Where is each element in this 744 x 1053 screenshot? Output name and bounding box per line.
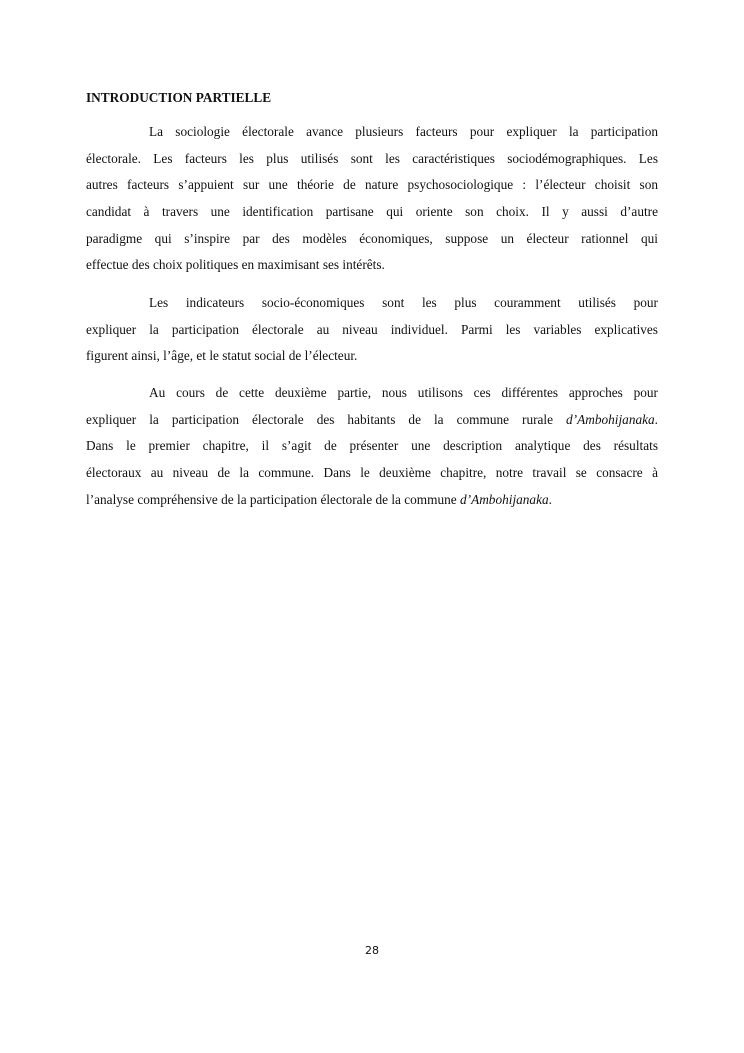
- paragraph-1: [86, 119, 658, 279]
- text-line: expliquer la participation électorale au niveau individuel. Parmi les variables explicatives: [86, 321, 658, 337]
- text-line: électoraux au niveau de la commune. Dans le deuxième chapitre, notre travail se consacre à: [86, 465, 658, 481]
- text-line: La sociologie électorale avance plusieurs facteurs pour expliquer la participation: [149, 124, 658, 139]
- text-line: Les indicateurs socio-économiques sont les plus couramment utilisés pour: [149, 295, 658, 310]
- text-line: effectue des choix politiques en maximisant ses intérêts.: [86, 257, 385, 273]
- text-line: électorale. Les facteurs les plus utilisés sont les caractéristiques sociodémographiques. Les: [86, 150, 658, 166]
- text-line: Au cours de cette deuxième partie, nous utilisons ces différentes approches pour: [149, 385, 658, 400]
- page-number: 28: [365, 944, 379, 957]
- text-line: candidat à travers une identification partisane qui oriente son choix. Il y aussi d’autre: [86, 204, 658, 220]
- place-name: d’Ambohijanaka: [566, 411, 655, 427]
- place-name: d’Ambohijanaka: [460, 491, 549, 507]
- text-line: Dans le premier chapitre, il s’agit de présenter une description analytique des résultats: [86, 438, 658, 454]
- paragraph-3: [86, 380, 658, 513]
- paragraph-2: [86, 290, 658, 370]
- text-line: l’analyse compréhensive de la participation électorale de la commune d’Ambohijanaka.: [86, 491, 552, 507]
- text-line: figurent ainsi, l’âge, et le statut social de l’électeur.: [86, 348, 358, 364]
- text-line: autres facteurs s’appuient sur une théorie de nature psychosociologique : l’électeur choisit son: [86, 177, 658, 193]
- text-line: expliquer la participation électorale des habitants de la commune rurale d’Ambohijanaka.: [86, 411, 658, 427]
- text-line: paradigme qui s’inspire par des modèles économiques, suppose un électeur rationnel qui: [86, 230, 658, 246]
- section-heading: INTRODUCTION PARTIELLE: [86, 90, 272, 105]
